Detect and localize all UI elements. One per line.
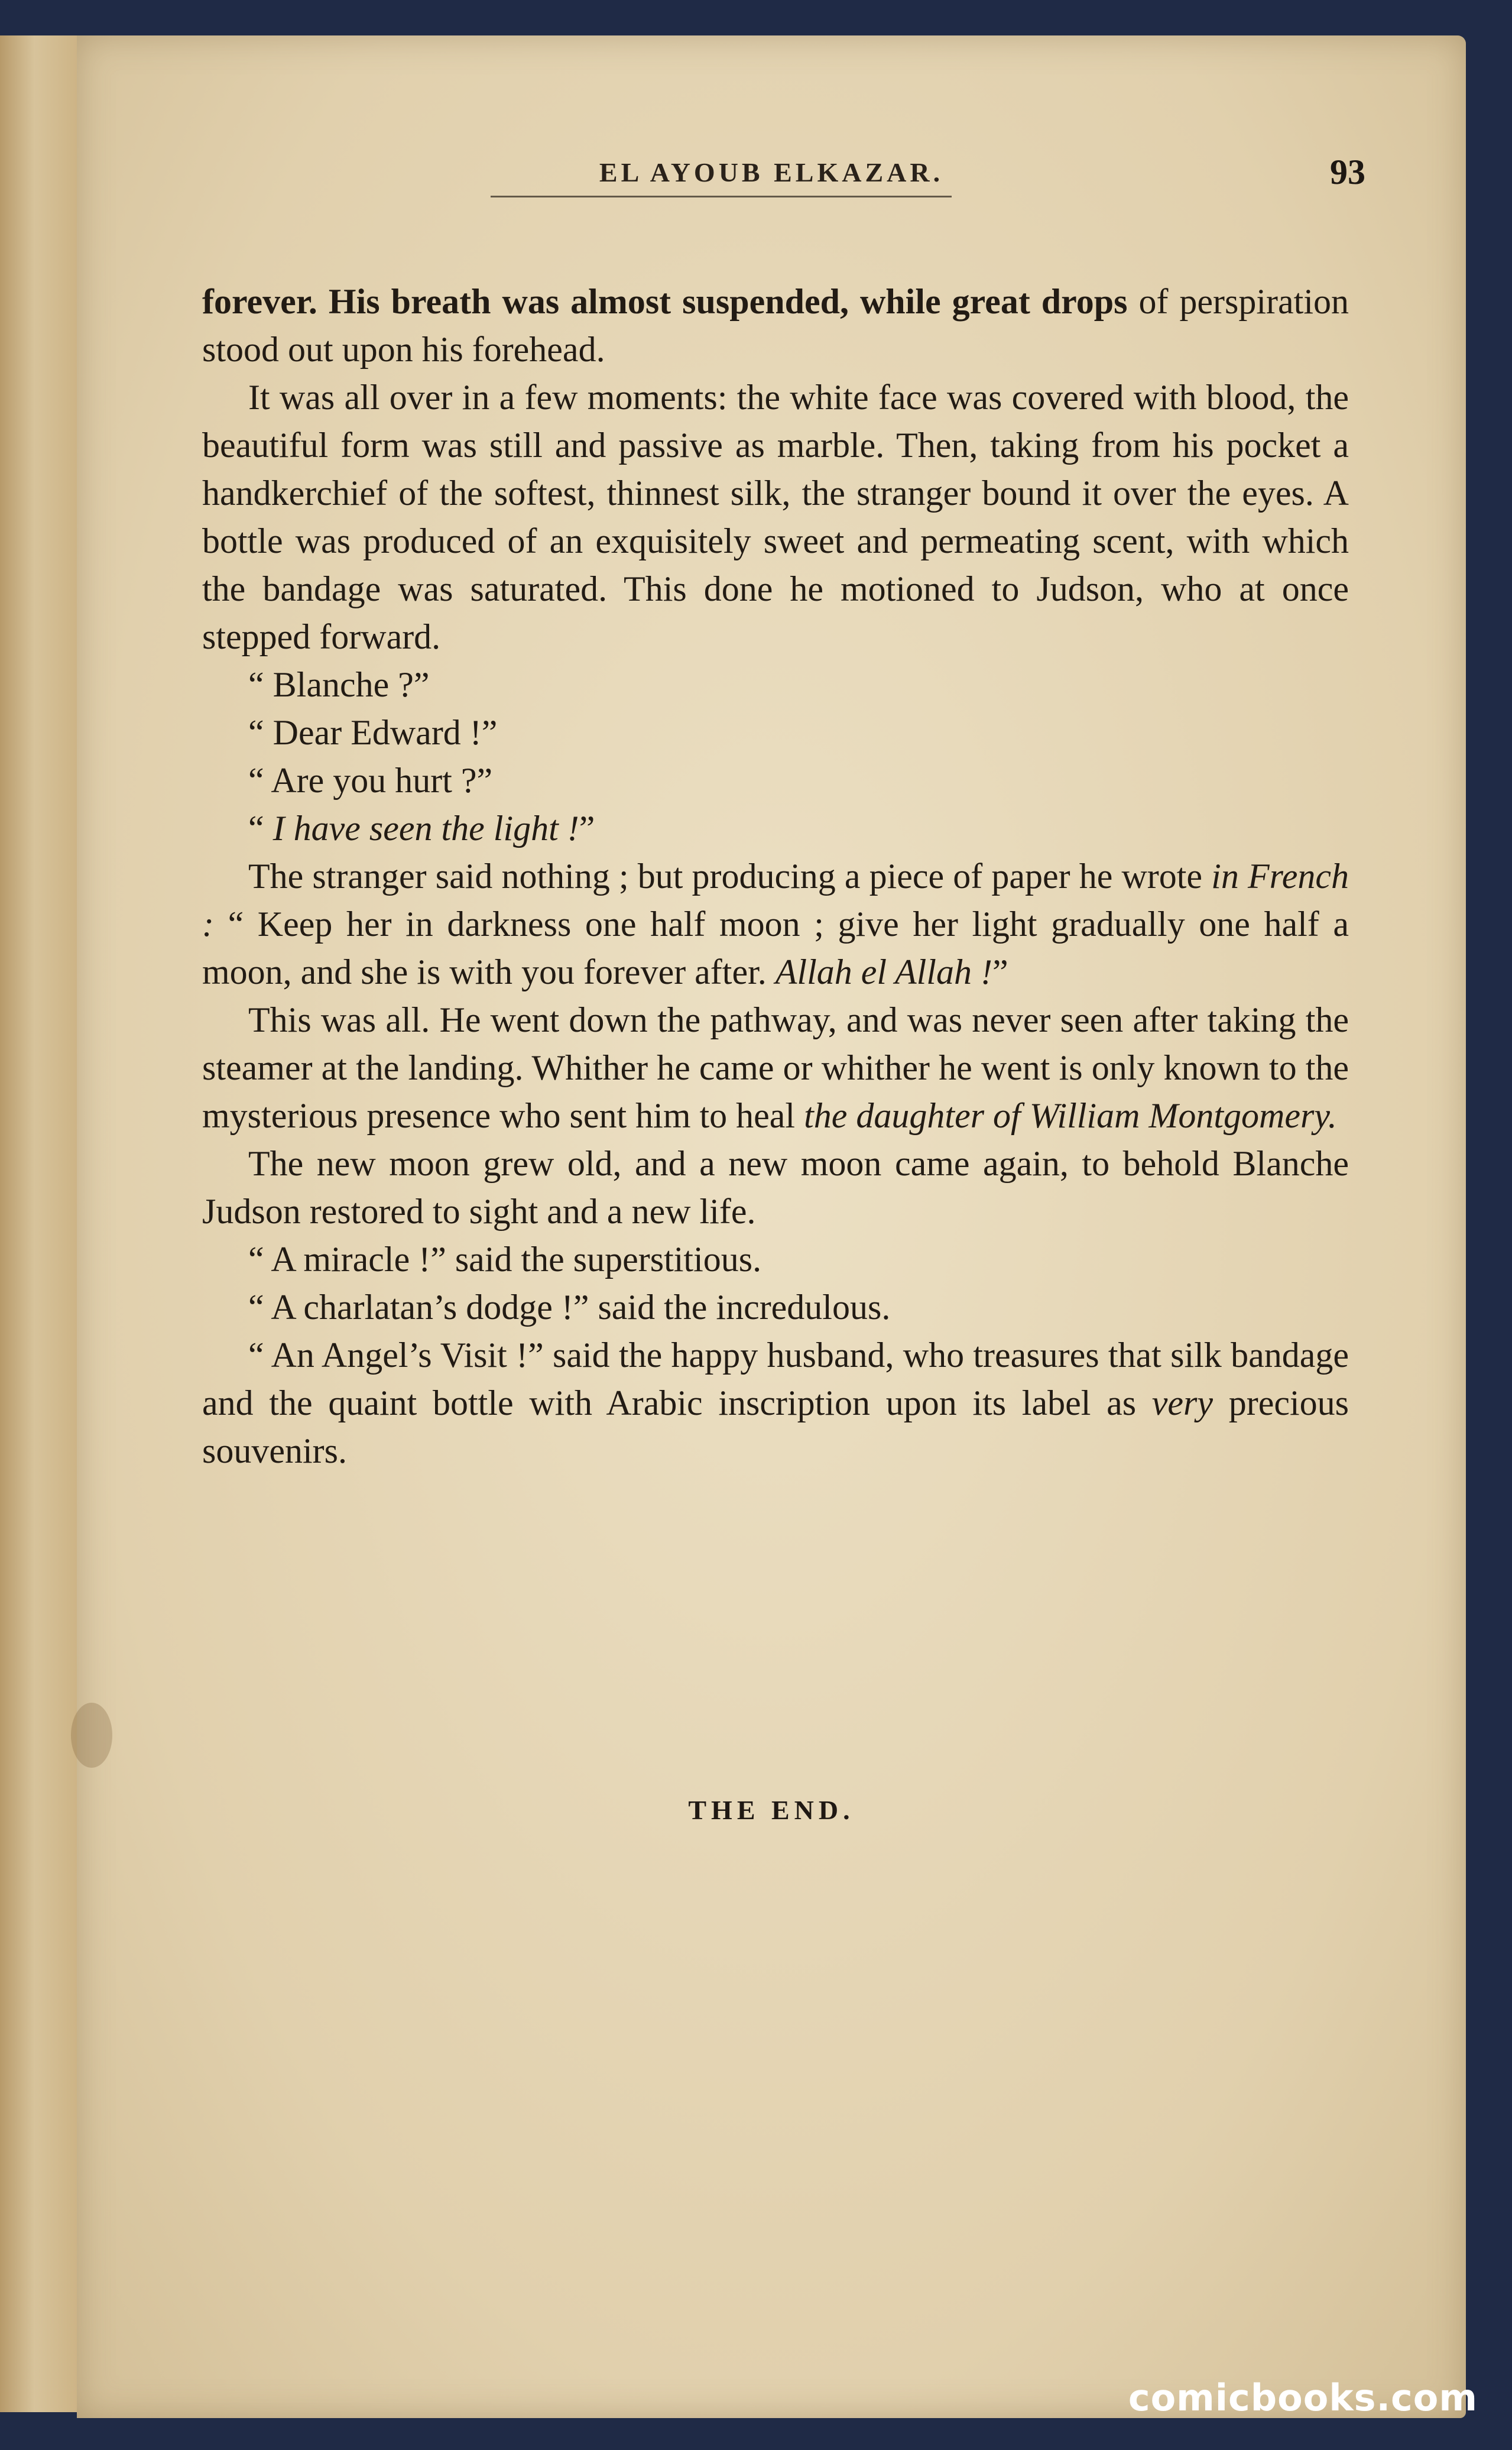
paragraph [202, 1140, 1349, 1236]
text-run: The stranger said nothing ; but producing a piece of paper he wrote [248, 857, 1212, 896]
text-run: “ A miracle !” said the superstitious. [248, 1240, 762, 1279]
italic-text-run: Allah el Allah ! [775, 952, 992, 991]
italic-text-run: very [1151, 1383, 1214, 1422]
running-title: EL AYOUB ELKAZAR. [599, 157, 944, 187]
dialogue-line [202, 805, 1349, 853]
dialogue-line [202, 661, 1349, 709]
book-spine-edge [0, 35, 79, 2412]
text-run: This was all. He went down the pathway, and was never seen after taking the steamer at the landing. Whither he came or whither he went is only known to the mysterious presence who sent him to heal [202, 1000, 1349, 1135]
paper-stain [71, 1703, 112, 1768]
text-run: “ Keep her in darkness one half moon ; give her light gradually one half a moon, and she is with you forever after. [202, 905, 1349, 991]
italic-text-run: in French : [202, 857, 1349, 944]
book-page [77, 35, 1466, 2418]
dialogue-line [202, 1284, 1349, 1331]
paragraph [202, 278, 1349, 374]
paragraph [202, 1331, 1349, 1475]
text-run: ” [579, 809, 595, 848]
dialogue-line [202, 757, 1349, 805]
text-run: It was all over in a few moments: the white face was covered with blood, the beautiful form was still and passive as marble. Then, taking from his pocket a handkerchief of the softest, thinnest silk, the stranger bound it over the eyes. A bottle was produced of an exquisitely sweet and permeating scent, with which the bandage was saturated. This done he motioned to Judson, who at once stepped forward. [202, 378, 1349, 656]
paragraph [202, 374, 1349, 661]
text-run: “ Are you hurt ?” [248, 761, 493, 800]
end-mark: THE END. [688, 1795, 855, 1825]
site-watermark: comicbooks.com [1128, 2376, 1478, 2419]
text-run: precious souvenirs. [202, 1383, 1349, 1470]
italic-text-run: the daughter of William Montgomery. [804, 1096, 1337, 1135]
text-run: “ An Angel’s Visit !” said the happy husband, who treasures that silk bandage and the quaint bottle with Arabic inscription upon its label as [202, 1336, 1349, 1422]
page-number: 93 [1330, 153, 1365, 192]
text-run: of perspiration stood out upon his forehead. [202, 282, 1349, 369]
body-text [202, 278, 1349, 1475]
text-run: “ A charlatan’s dodge !” said the incredulous. [248, 1288, 891, 1327]
dialogue-line [202, 709, 1349, 757]
paragraph [202, 853, 1349, 996]
italic-text-run: I have seen the light ! [272, 809, 579, 848]
text-run: “ Dear Edward !” [248, 713, 498, 752]
text-run: “ [248, 809, 273, 848]
dialogue-line [202, 1236, 1349, 1284]
text-run: “ Blanche ?” [248, 665, 430, 704]
paragraph [202, 996, 1349, 1140]
bold-text-run: forever. His breath was almost suspended, while great drops [202, 282, 1128, 321]
text-run: The new moon grew old, and a new moon came again, to behold Blanche Judson restored to sight and a new life. [202, 1144, 1349, 1231]
text-run: ” [992, 952, 1008, 991]
header-rule [491, 196, 952, 197]
page-header [77, 153, 1466, 210]
